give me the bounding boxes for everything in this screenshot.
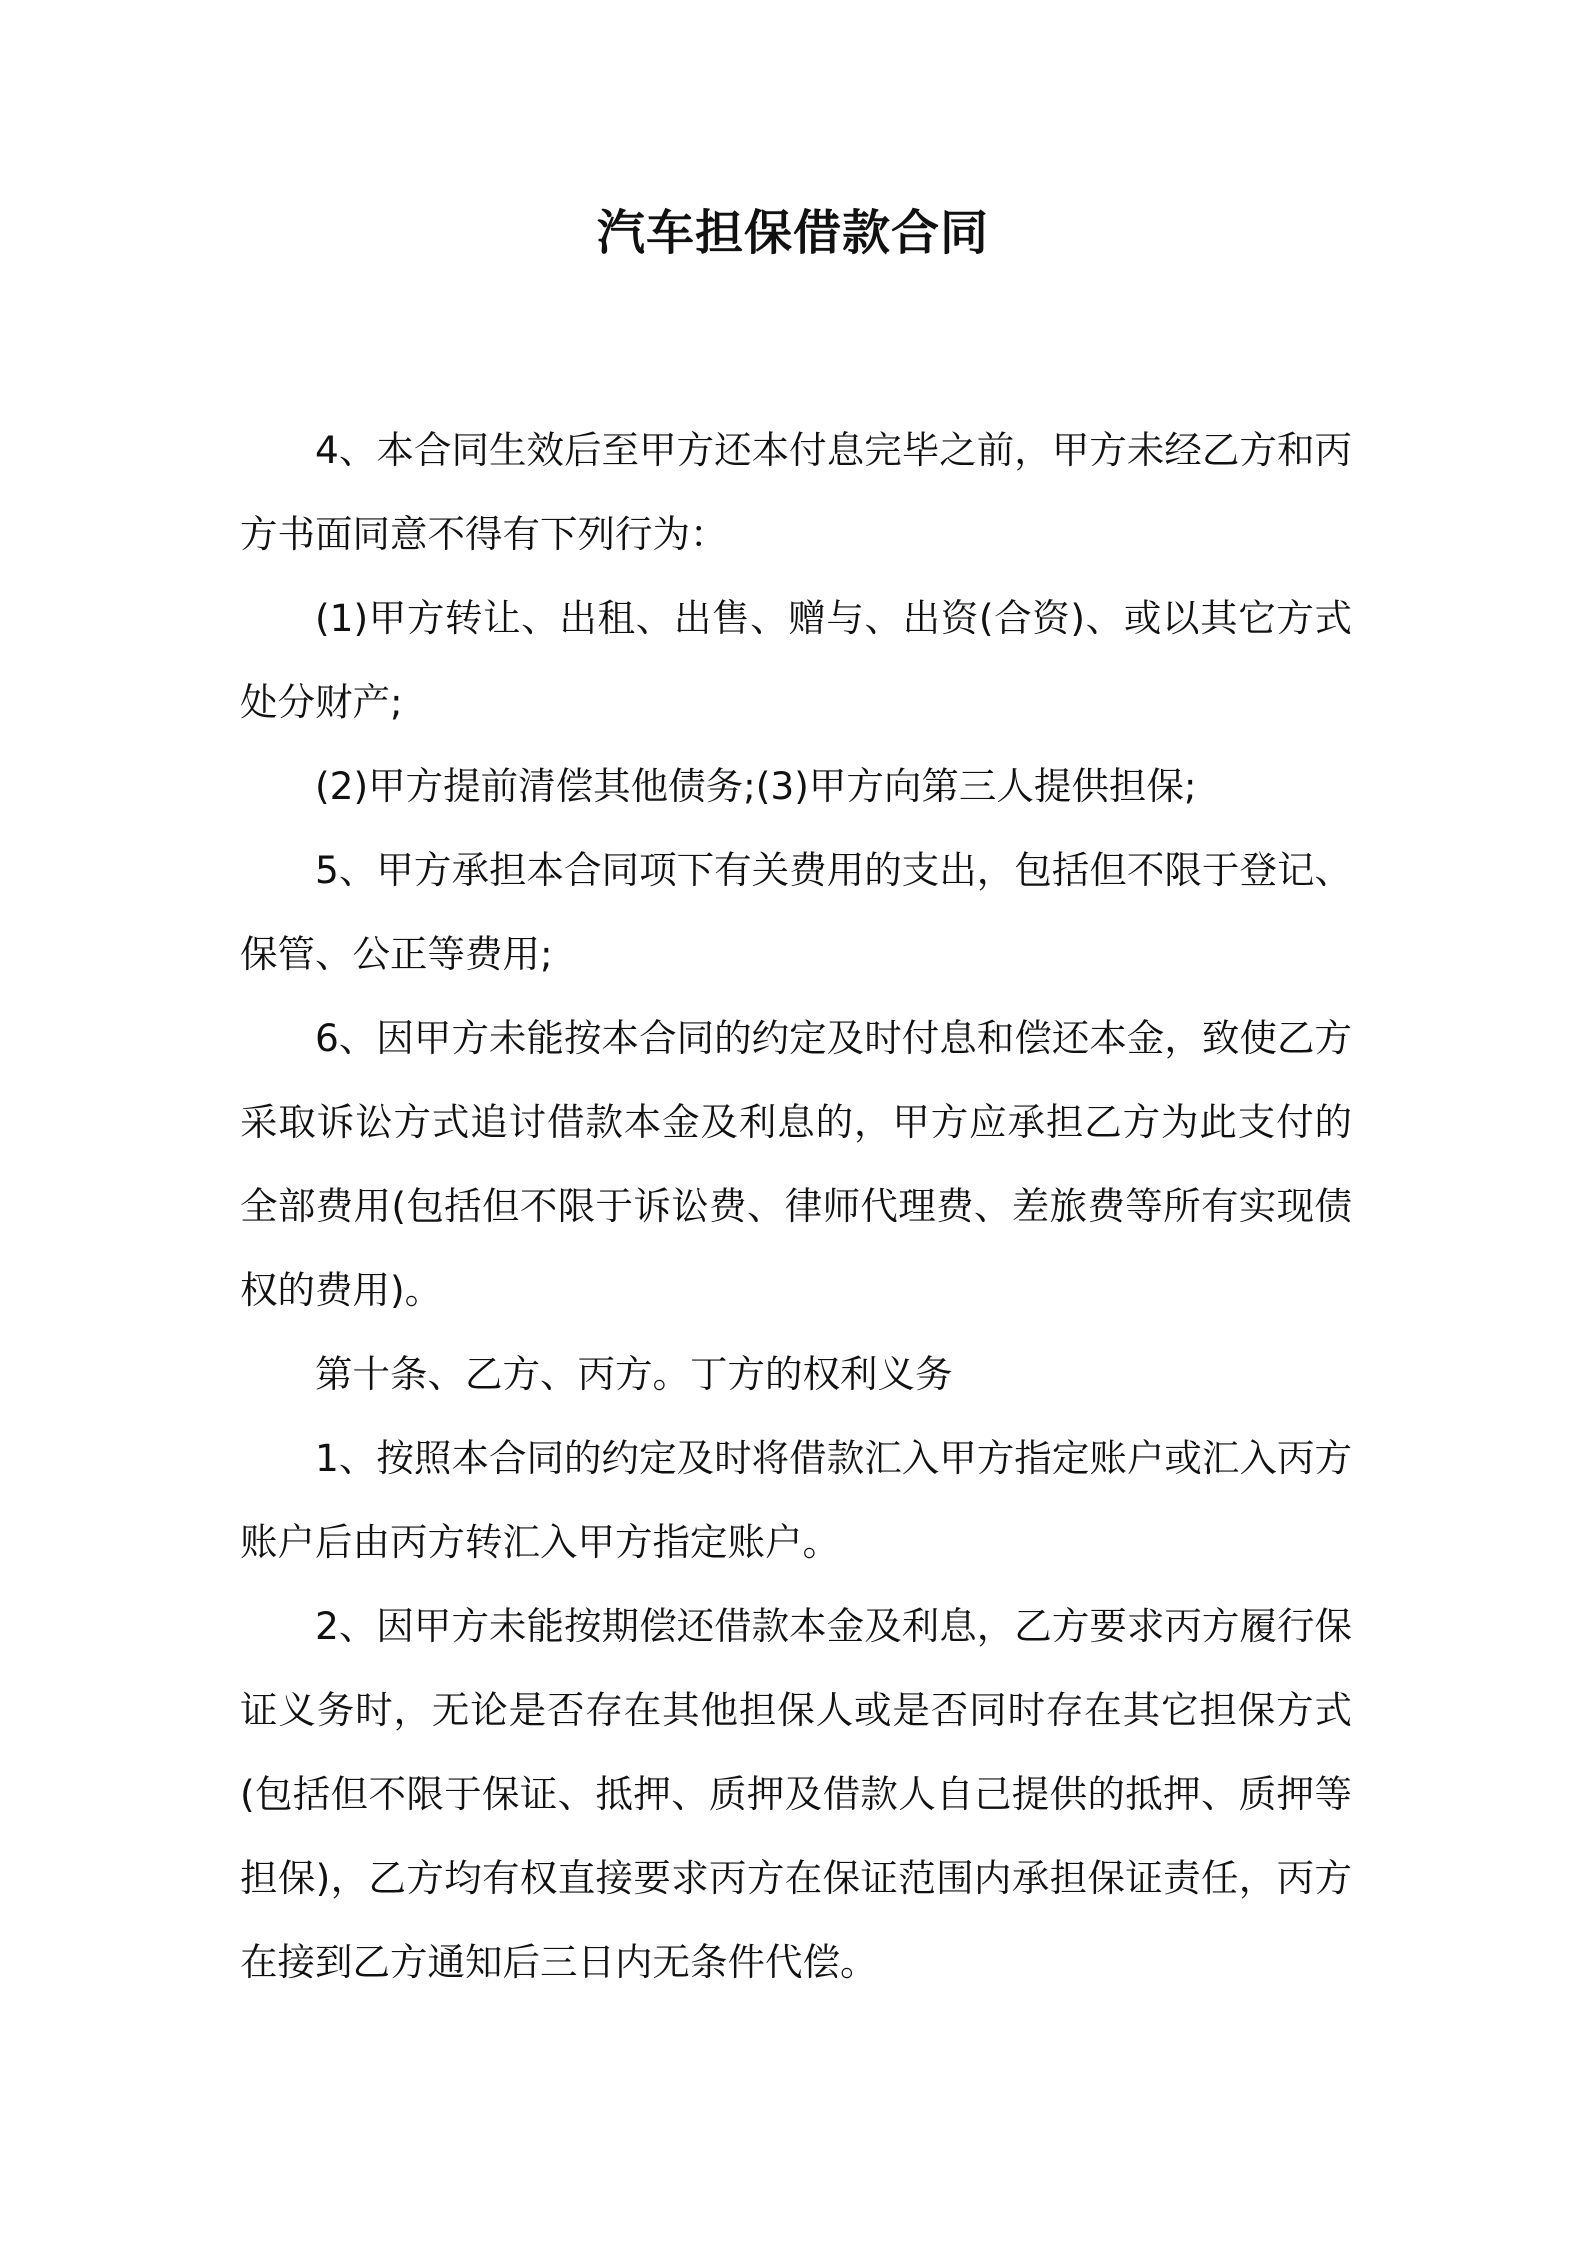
document-title: 汽车担保借款合同 (596, 205, 989, 261)
clause-5: 5、甲方承担本合同项下有关费用的支出，包括但不限于登记、保管、公正等费用; (240, 848, 1352, 976)
clause-4-items-2-3: (2)甲方提前清偿其他债务;(3)甲方向第三人提供担保; (315, 764, 1197, 808)
article-10-clause-1: 1、按照本合同的约定及时将借款汇入甲方指定账户或汇入丙方账户后由丙方转汇入甲方指定账户。 (240, 1436, 1352, 1564)
document-body (240, 408, 1352, 2004)
article-10-clause-2: 2、因甲方未能按期偿还借款本金及利息，乙方要求丙方履行保证义务时，无论是否存在其他担保人或是否同时存在其它担保方式(包括但不限于保证、抵押、质押及借款人自己提供的抵押、质押等担保)，乙方均有权直接要求丙方在保证范围内承担保证责任，丙方在接到乙方通知后三日内无条件代偿。 (240, 1604, 1352, 1984)
clause-4-item-1: (1)甲方转让、出租、出售、赠与、出资(合资)、或以其它方式处分财产; (240, 596, 1352, 724)
clause-4: 4、本合同生效后至甲方还本付息完毕之前，甲方未经乙方和丙方书面同意不得有下列行为： (240, 428, 1352, 556)
article-10-heading: 第十条、乙方、丙方。丁方的权利义务 (315, 1352, 953, 1396)
clause-6: 6、因甲方未能按本合同的约定及时付息和偿还本金，致使乙方采取诉讼方式追讨借款本金及利息的，甲方应承担乙方为此支付的全部费用(包括但不限于诉讼费、律师代理费、差旅费等所有实现债权的费用)。 (240, 1016, 1352, 1312)
